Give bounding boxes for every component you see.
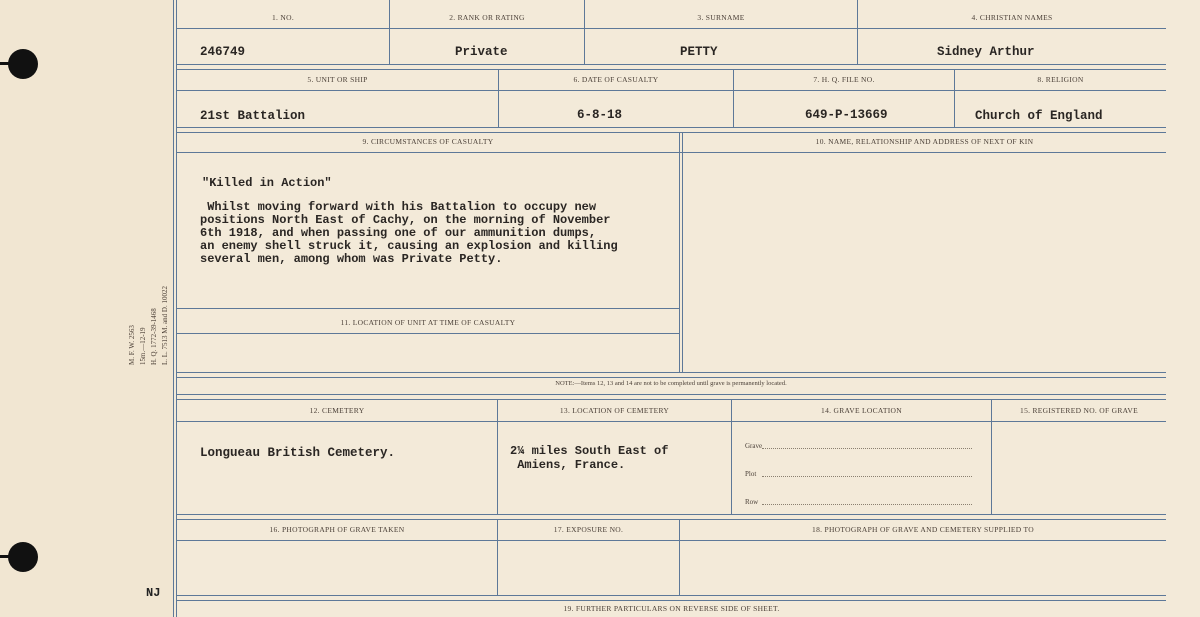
form-number-line: M. F. W. 2563 bbox=[128, 325, 136, 365]
label-no: 1. NO. bbox=[271, 13, 294, 22]
row-row bbox=[745, 498, 758, 506]
label-photo-supplied: 18. PHOTOGRAPH OF GRAVE AND CEMETERY SUPPLIED TO bbox=[812, 525, 1034, 534]
double-rule bbox=[176, 127, 1166, 133]
form-number-line: H. Q. 1772-39-1468 bbox=[150, 308, 158, 365]
cemetery-value: Longueau British Cemetery. bbox=[200, 446, 396, 460]
rule bbox=[176, 28, 1166, 29]
double-rule bbox=[176, 64, 1166, 70]
label-location-unit: 11. LOCATION OF UNIT AT TIME OF CASUALTY bbox=[340, 318, 516, 327]
divider bbox=[682, 132, 683, 372]
rule bbox=[176, 333, 679, 334]
circumstances-line: an enemy shell struck it, causing an explosion and killing bbox=[200, 239, 618, 253]
label-cemetery: 12. CEMETERY bbox=[309, 406, 365, 415]
circumstances-heading: "Killed in Action" bbox=[202, 176, 332, 190]
double-rule bbox=[176, 595, 1166, 601]
rule bbox=[176, 152, 1166, 153]
punch-hole-bottom bbox=[8, 542, 38, 572]
label-hq-file: 7. H. Q. FILE NO. bbox=[813, 75, 875, 84]
label-rank: 2. RANK OR RATING bbox=[449, 13, 525, 22]
punch-hole-top bbox=[8, 49, 38, 79]
divider bbox=[731, 399, 732, 514]
label-location-cemetery: 13. LOCATION OF CEMETERY bbox=[559, 406, 670, 415]
label-unit: 5. UNIT OR SHIP bbox=[307, 75, 368, 84]
label-date: 6. DATE OF CASUALTY bbox=[573, 75, 659, 84]
label-grave-location: 14. GRAVE LOCATION bbox=[821, 406, 902, 415]
unit-value: 21st Battalion bbox=[200, 109, 306, 123]
divider bbox=[991, 399, 992, 514]
service-number: 246749 bbox=[200, 45, 246, 59]
form-number-line: L. L. 7513 M. and D. 10022 bbox=[161, 286, 169, 365]
label-further: 19. FURTHER PARTICULARS ON REVERSE SIDE OF SHEET. bbox=[563, 604, 780, 613]
note-text: NOTE:—Items 12, 13 and 14 are not to be completed until grave is permanently located. bbox=[555, 380, 787, 387]
surname-value: PETTY bbox=[680, 45, 718, 59]
circumstances-line: Whilst moving forward with his Battalion to occupy new bbox=[200, 200, 597, 214]
double-rule bbox=[176, 514, 1166, 520]
label-next-of-kin: 10. NAME, RELATIONSHIP AND ADDRESS OF NEXT OF KIN bbox=[815, 137, 1034, 146]
circumstances-line: 6th 1918, and when passing one of our ammunition dumps, bbox=[200, 226, 597, 240]
grave-row bbox=[745, 442, 762, 450]
cemetery-location-line: Amiens, France. bbox=[510, 458, 626, 472]
row-row-label: Row bbox=[745, 498, 759, 506]
double-rule bbox=[176, 372, 1166, 378]
divider bbox=[497, 399, 498, 514]
label-christian-names: 4. CHRISTIAN NAMES bbox=[971, 13, 1053, 22]
divider bbox=[584, 0, 585, 64]
rule bbox=[176, 308, 679, 309]
divider bbox=[679, 132, 680, 372]
date-value: 6-8-18 bbox=[577, 108, 623, 122]
label-circumstances: 9. CIRCUMSTANCES OF CASUALTY bbox=[362, 137, 494, 146]
frame-left-line bbox=[173, 0, 174, 617]
label-exposure: 17. EXPOSURE NO. bbox=[553, 525, 624, 534]
plot-row bbox=[745, 470, 756, 478]
plot-row-label: Plot bbox=[745, 470, 757, 478]
clerk-initials: NJ bbox=[146, 586, 161, 600]
hq-file-value: 649-P-13669 bbox=[805, 108, 888, 122]
cemetery-location-line: 2¼ miles South East of bbox=[510, 444, 669, 458]
rule bbox=[176, 421, 1166, 422]
christian-names-value: Sidney Arthur bbox=[937, 45, 1035, 59]
rank-value: Private bbox=[455, 45, 508, 59]
grave-row-label: Grave bbox=[745, 442, 763, 450]
double-rule bbox=[176, 394, 1166, 400]
label-registered-no: 15. REGISTERED NO. OF GRAVE bbox=[1020, 406, 1138, 415]
form-number-line: 15m.—12-19 bbox=[139, 327, 147, 365]
circumstances-line: several men, among whom was Private Petty. bbox=[200, 252, 503, 266]
religion-value: Church of England bbox=[975, 109, 1103, 123]
label-photo-taken: 16. PHOTOGRAPH OF GRAVE TAKEN bbox=[269, 525, 405, 534]
label-surname: 3. SURNAME bbox=[697, 13, 745, 22]
divider bbox=[857, 0, 858, 64]
circumstances-line: positions North East of Cachy, on the morning of November bbox=[200, 213, 611, 227]
divider bbox=[389, 0, 390, 64]
rule bbox=[176, 90, 1166, 91]
rule bbox=[176, 540, 1166, 541]
label-religion: 8. RELIGION bbox=[1037, 75, 1084, 84]
